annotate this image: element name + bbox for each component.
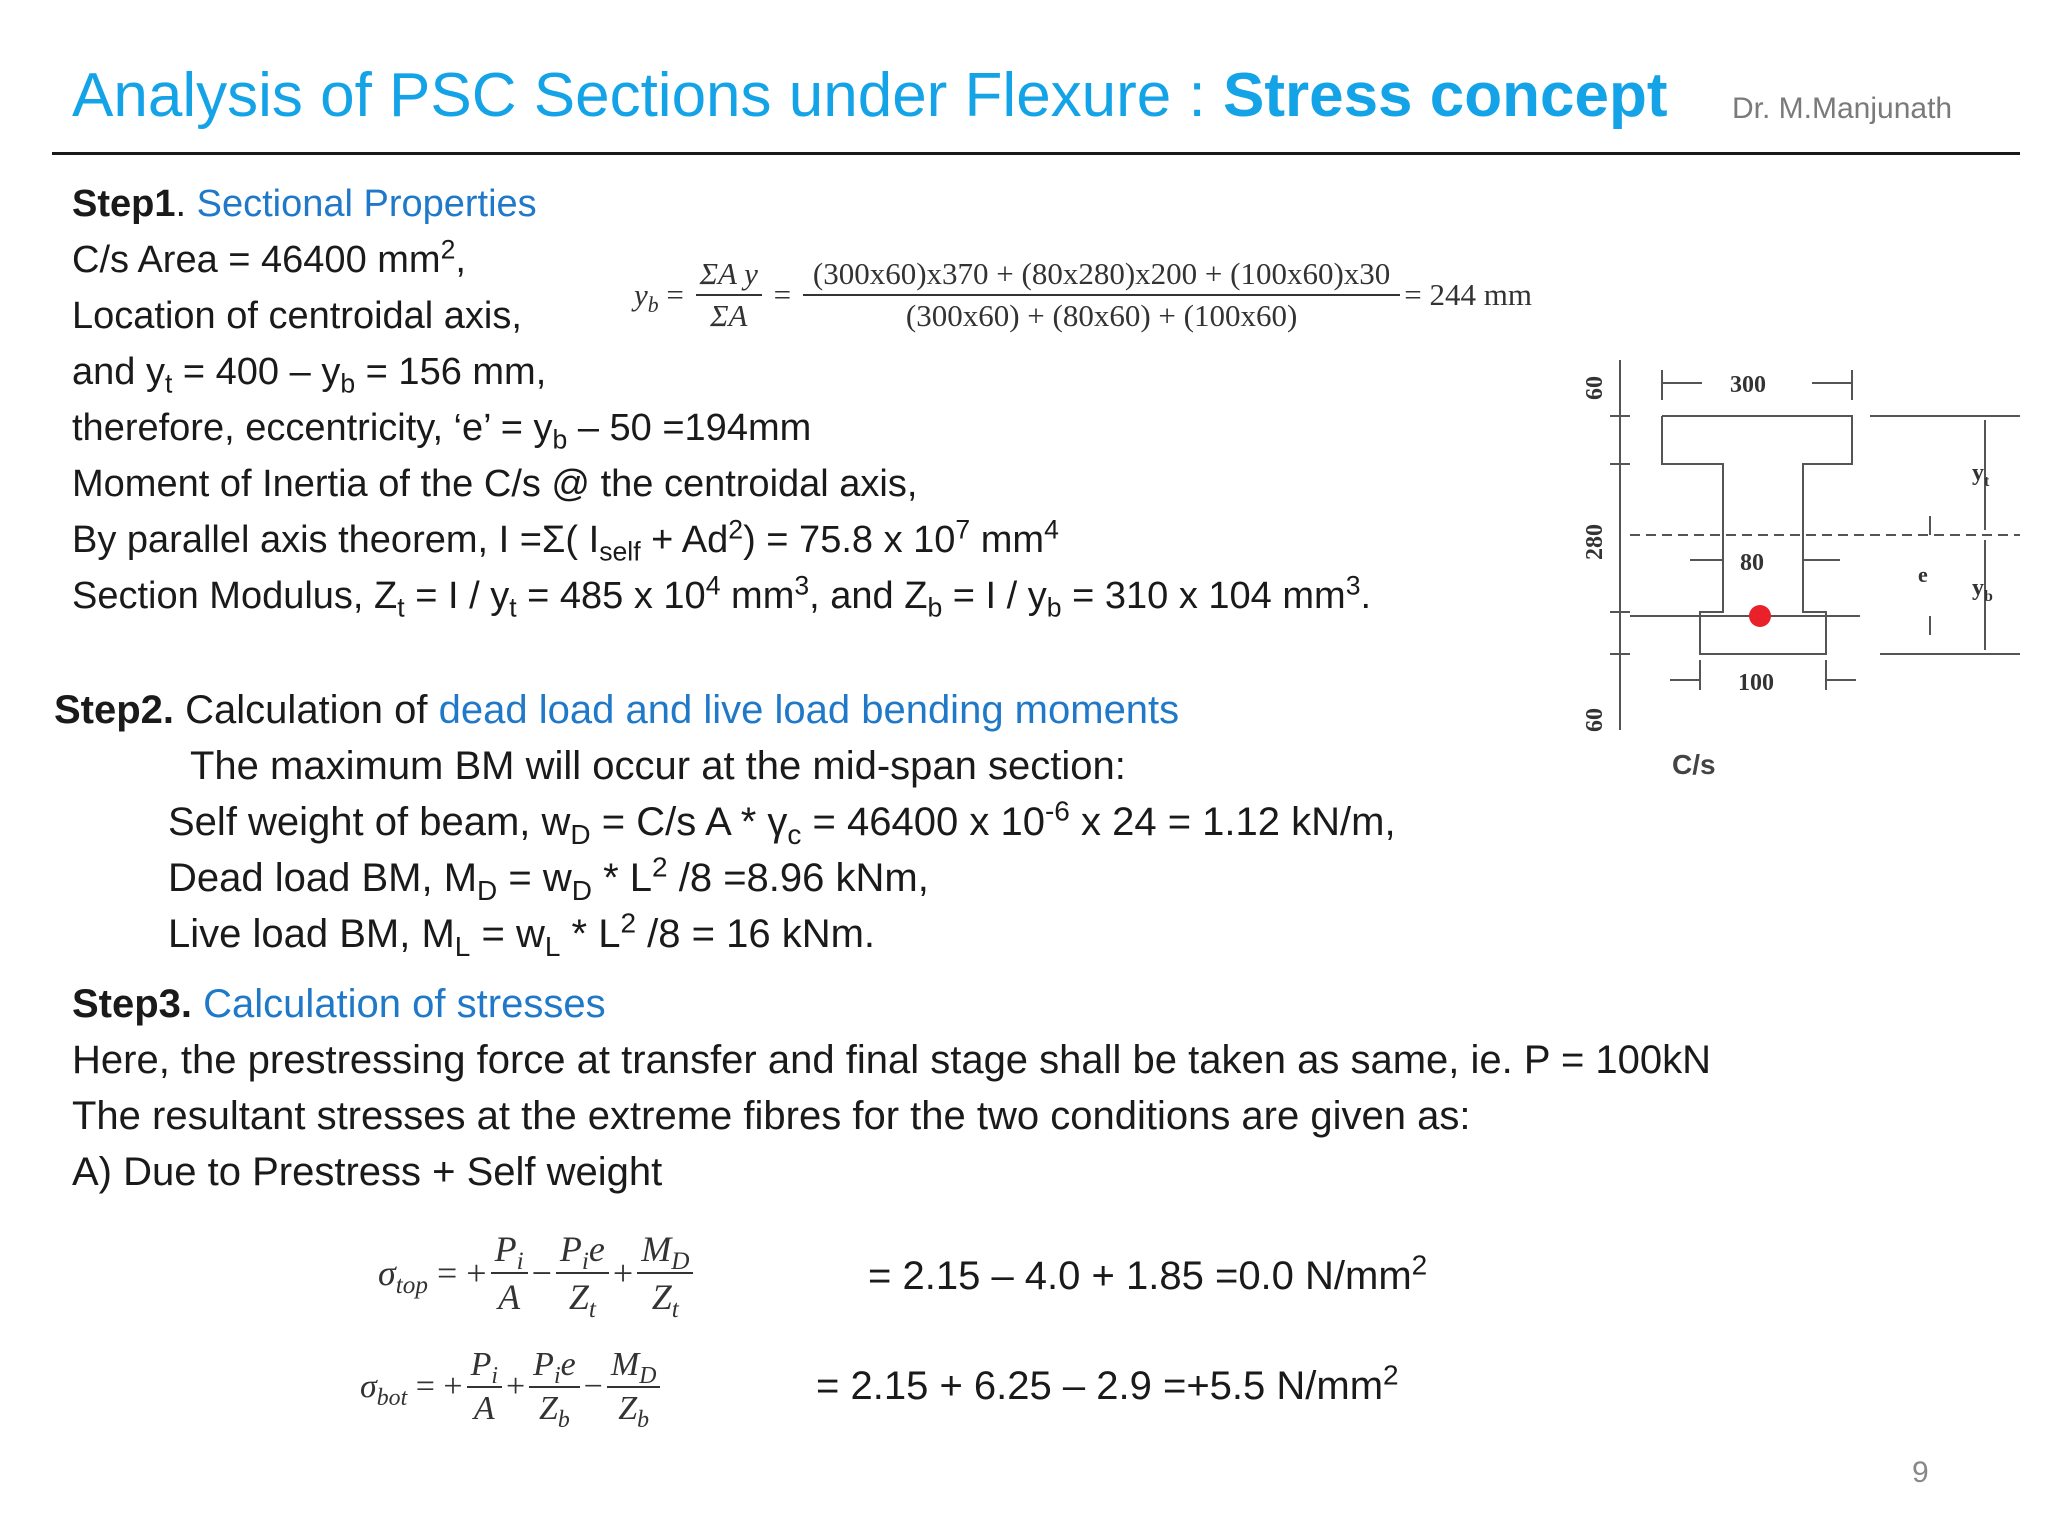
ratio-fraction: $\frac{\text{ΣA y}}{\Sigma A}$ (696, 256, 762, 334)
author: Dr. M.Manjunath (1732, 92, 1953, 125)
dim-web-width: 80 (1740, 550, 1764, 576)
section-modulus-line: Section Modulus, $Z_t = I / y_t = 485$ x $10^4$ $mm^3$, and $Z_b = I / y_b = 310$ x 104 $mm^3$. (72, 570, 1372, 623)
sigma-bottom-result: = 2.15 + 6.25 – 2.9 =+5.5 $N/mm^2$ (816, 1359, 1399, 1408)
moi-line: Moment of Inertia of the C/s @ the centroidal axis, (72, 463, 918, 505)
step1-dot: . (175, 183, 187, 225)
step3-label: Step3. (72, 982, 193, 1026)
area-line: C/s Area = 46400 $mm^2$, (72, 234, 466, 281)
centroid-formula: $y_b$ = $\frac{\text{ΣA y}}{\Sigma A}$ = $\frac{(300x60)x370 + (80x280)x200 + (100x60)x30}{(300x60) + (80x60) + (100x60)}$ = 244 mm (634, 256, 1533, 333)
step1-title: Sectional Properties (186, 183, 537, 225)
step2-line1: The maximum BM will occur at the mid-span section: (190, 744, 1126, 788)
dim-web-depth: 280 (1582, 524, 1608, 560)
slide-title (72, 56, 1667, 136)
header-divider (52, 152, 2020, 155)
step3-heading (72, 976, 606, 1032)
dim-top-flange: 60 (1582, 376, 1608, 400)
dim-top-width: 300 (1730, 372, 1766, 398)
page-number: 9 (1912, 1456, 1929, 1489)
eccentricity-line: therefore, eccentricity, ‘e’ = $y_b - 50 =194mm$ (72, 407, 812, 455)
step2-label: Step2. (54, 688, 175, 732)
title-emphasis: Stress concept (1222, 61, 1668, 130)
dim-bottom-flange: 60 (1582, 708, 1608, 732)
centroid-line: Location of centroidal axis, (72, 295, 522, 337)
sigma-bottom-equation: $\sigma_{bot}$ = + $\frac{P_i}{A}$ + $\frac{P_ie}{Z_b}$ − $\frac{M_D}{Z_b}$ (360, 1332, 664, 1442)
step3-line1: Here, the prestressing force at transfer and final stage shall be taken as same, ie. P = 100kN (72, 1038, 1712, 1082)
cross-section-figure (1582, 320, 2030, 800)
step1-heading (72, 176, 537, 232)
step2-heading: Step2. Calculation of dead load and live load bending moments (54, 688, 1180, 732)
step1-label: Step1 (72, 183, 176, 225)
sigma-top-result: = 2.15 – 4.0 + 1.85 =0.0 $N/mm^2$ (868, 1249, 1428, 1298)
label-yt: $y_t$ (1972, 460, 1990, 490)
step3-title: Calculation of stresses (192, 982, 606, 1026)
sigma-top-equation: $\sigma_{top}$ = + $\frac{P_i}{A}$ − $\frac{P_ie}{Z_t}$ + $\frac{M_D}{Z_t}$ (378, 1218, 697, 1328)
yb-symbol: $y_b$ (634, 277, 659, 318)
step2-title: dead load and live load bending moments (438, 688, 1180, 732)
yt-line: and $y_t = 400 - y_b = 156$ mm, (72, 351, 547, 399)
dead-load-bm-line: Dead load BM, $M_D = w_D * L^2$ /8 =8.96 kNm, (168, 851, 929, 906)
live-load-bm-line: Live load BM, $M_L = w_L * L^2$ /8 = 16 kNm. (168, 907, 876, 962)
centroid-dot (1749, 605, 1771, 627)
step3-line2: The resultant stresses at the extreme fibres for the two conditions are given as: (72, 1094, 1471, 1138)
label-e: e (1918, 562, 1928, 587)
parallel-axis-line: By parallel axis theorem, I =Σ( $I_{self} + Ad^2) = 75.8$ x $10^7$ $mm^4$ (72, 514, 1059, 567)
self-weight-line: Self weight of beam, $w_D = C/s$ $A * \gamma_c = 46400$ x $10^{-6}$ x 24 = 1.12 kN/m, (168, 795, 1396, 850)
step3-line3: A) Due to Prestress + Self weight (72, 1150, 663, 1194)
centroid-fraction: $\frac{(300x60)x370 + (80x280)x200 + (100x60)x30}{(300x60) + (80x60) + (100x60)}$ (803, 256, 1400, 334)
dim-bottom-width: 100 (1738, 670, 1774, 696)
title-prefix: Analysis of PSC Sections under Flexure : (72, 61, 1223, 130)
centroid-result: = 244 mm (1404, 277, 1533, 312)
section-caption: C/s (1672, 749, 1716, 780)
label-yb: $y_b$ (1972, 575, 1993, 605)
